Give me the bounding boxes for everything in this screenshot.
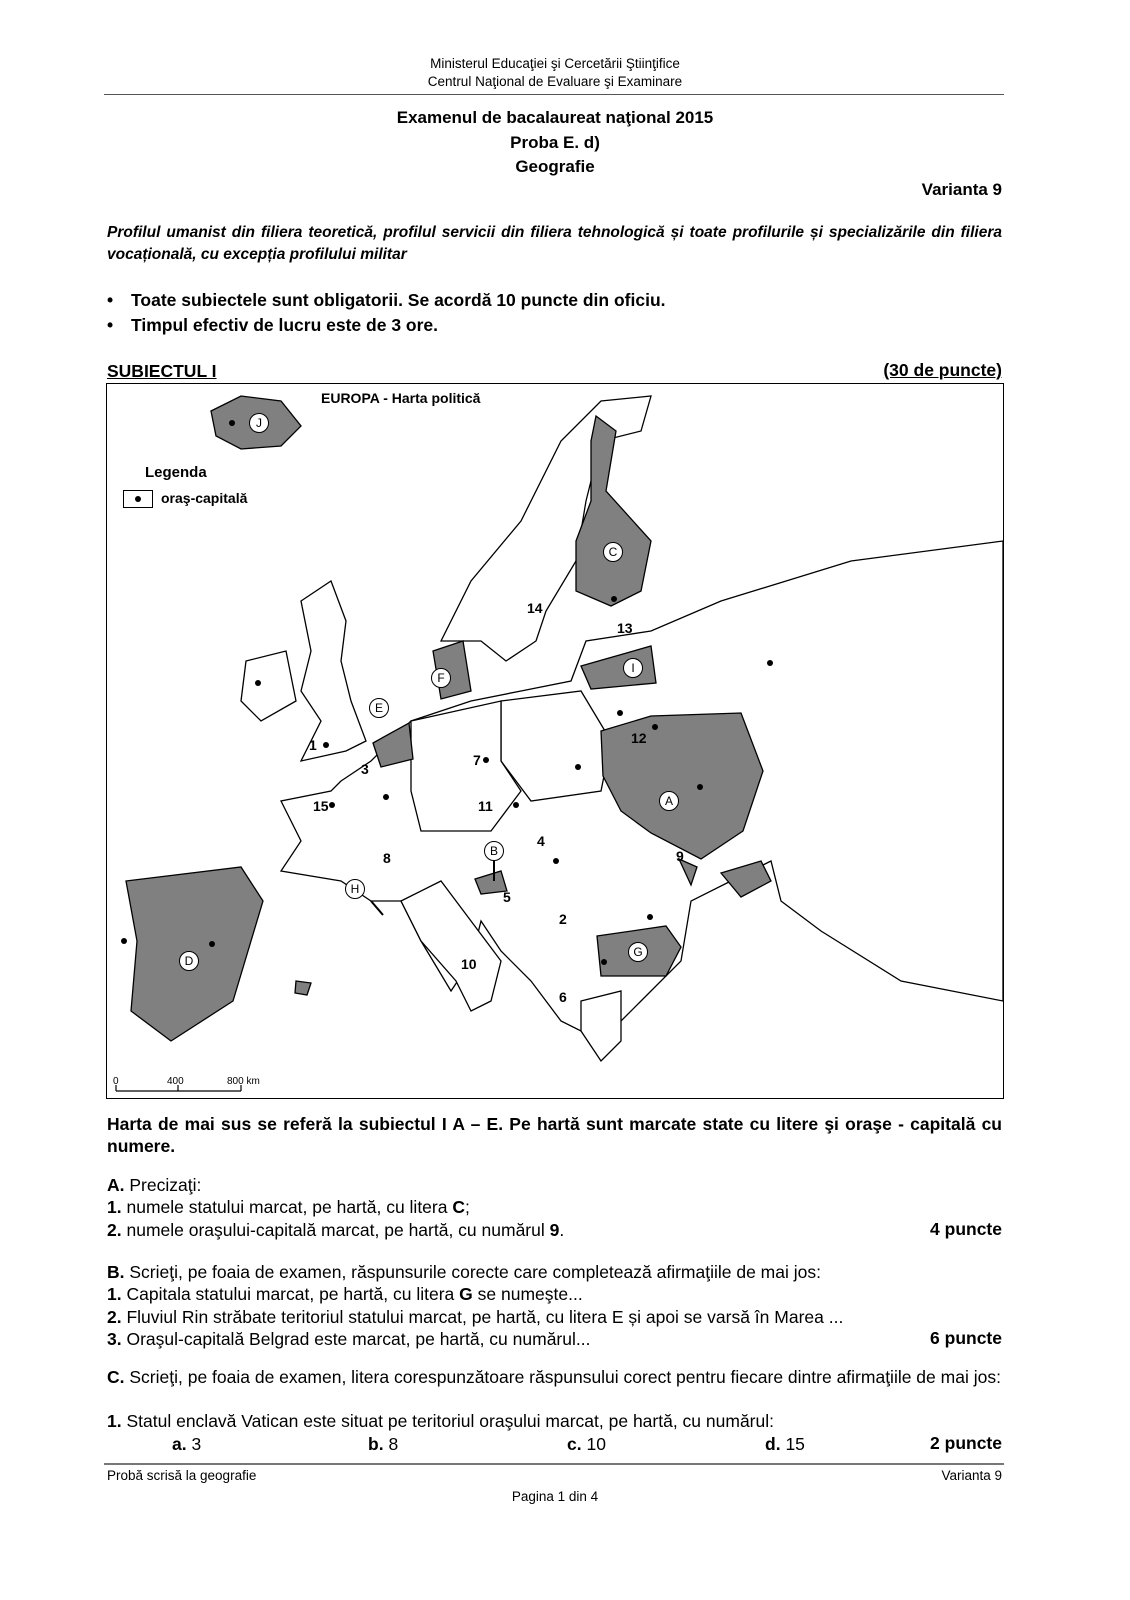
capital-dot [611,596,617,602]
sardinia [295,981,311,995]
section-b-item-1: 1. Capitala statului marcat, pe hartă, cu litera G se numeşte... [107,1284,583,1304]
label-c: C [603,542,623,562]
exam-subject: Geografie [515,157,595,176]
label-b: B [484,841,504,861]
page-number: Pagina 1 din 4 [511,1489,599,1504]
section-b-heading: B. Scrieţi, pe foaia de examen, răspunsurile corecte care completează afirmaţiile de mai jos: [107,1262,821,1282]
map-title: EUROPA - Harta politică [321,390,481,406]
scale-0: 0 [113,1076,119,1087]
arrow-h [371,901,383,915]
capital-dot [383,794,389,800]
label-d: D [179,951,199,971]
capital-dot [697,784,703,790]
label-j: J [249,413,269,433]
country-e-netherlands [373,723,413,767]
section-a-points: 4 puncte [930,1219,1002,1239]
city-6: 6 [559,989,567,1005]
section-b-item-2: 2. Fluviul Rin străbate teritoriul statului marcat, pe hartă, cu litera E și apoi se varsă în Marea ... [107,1307,844,1327]
capital-dot [767,660,773,666]
label-g: G [628,942,648,962]
section-b-points: 6 puncte [930,1328,1002,1348]
capital-dot [652,724,658,730]
city-11: 11 [478,798,493,814]
capital-dot [617,710,623,716]
city-12: 12 [631,730,647,746]
capital-dot [323,742,329,748]
greece [581,991,621,1061]
section-a-item-2: 2. numele oraşului-capitală marcat, pe hartă, cu numărul 9. [107,1220,565,1240]
legend-item: oraş-capitală [161,490,248,506]
exam-proba: Proba E. d) [510,133,600,152]
great-britain [301,581,366,761]
option-b: b. 8 [368,1434,399,1454]
europe-political-map [106,383,1004,1099]
footer-left: Probă scrisă la geografie [107,1468,257,1483]
city-9: 9 [676,848,684,864]
scale-400: 400 [167,1076,184,1087]
label-f: F [431,668,451,688]
ireland [241,651,296,721]
option-d: d. 15 [765,1434,805,1454]
rule-2: • Timpul efectiv de lucru este de 3 ore. [107,315,439,335]
map-intro: Harta de mai sus se referă la subiectul I A – E. Pe hartă sunt marcate state cu litere şi oraşe - capitală cu numere. [107,1114,1002,1156]
city-15: 15 [313,798,329,814]
capital-dot [209,941,215,947]
ministry-name: Ministerul Educaţiei şi Cercetării Ştiinţifice [430,56,680,71]
exam-title: Examenul de bacalaureat naţional 2015 [396,108,714,127]
label-e: E [369,698,389,718]
section-a-heading: A. Precizaţi: [107,1175,202,1195]
center-name: Centrul Naţional de Evaluare şi Examinare [427,74,683,89]
section-c-heading: C. Scrieţi, pe foaia de examen, litera corespunzătoare răspunsului corect pentru fiecare dintre afirmaţiile de mai jos: [107,1367,1001,1387]
option-a: a. 3 [172,1434,202,1454]
rule-1: • Toate subiectele sunt obligatorii. Se acordă 10 puncte din oficiu. [107,290,666,310]
label-a: A [659,791,679,811]
scale-800: 800 km [227,1076,260,1087]
section-b-item-3: 3. Oraşul-capitală Belgrad este marcat, pe hartă, cu numărul... [107,1329,591,1349]
capital-dot [483,757,489,763]
label-h: H [345,879,365,899]
capital-dot [121,938,127,944]
capital-dot [229,420,235,426]
header-divider [104,94,1004,95]
section-c-item-1: 1. Statul enclavă Vatican este situat pe teritoriul oraşului marcat, pe hartă, cu numărul: [107,1411,774,1431]
option-c: c. 10 [567,1434,606,1454]
section-c-points: 2 puncte [930,1433,1002,1453]
capital-dot [647,914,653,920]
city-4: 4 [537,833,545,849]
city-10: 10 [461,956,477,972]
city-1: 1 [309,737,317,753]
city-3: 3 [361,761,369,777]
profile-text: Profilul umanist din filiera teoretică, profilul servicii din filiera tehnologică și toate profilurile și specializările din filiera vocațională, cu excepția profilului militar [107,224,1002,263]
capital-dot [601,959,607,965]
city-14: 14 [527,600,543,616]
section-points: (30 de puncte) [883,360,1002,380]
section-title: SUBIECTUL I [107,361,217,381]
capital-dot [329,802,335,808]
legend-symbol [123,490,153,508]
label-i: I [623,658,643,678]
capital-dot [513,802,519,808]
city-13: 13 [617,620,633,636]
city-5: 5 [503,889,511,905]
section-a-item-1: 1. numele statului marcat, pe hartă, cu litera C; [107,1197,470,1217]
variant-label: Varianta 9 [921,180,1002,199]
city-2: 2 [559,911,567,927]
city-7: 7 [473,752,481,768]
capital-dot [553,858,559,864]
capital-dot [575,764,581,770]
footer-divider [104,1463,1004,1465]
capital-dot [255,680,261,686]
legend-title: Legenda [145,464,207,481]
footer-right: Varianta 9 [941,1468,1002,1483]
city-8: 8 [383,850,391,866]
